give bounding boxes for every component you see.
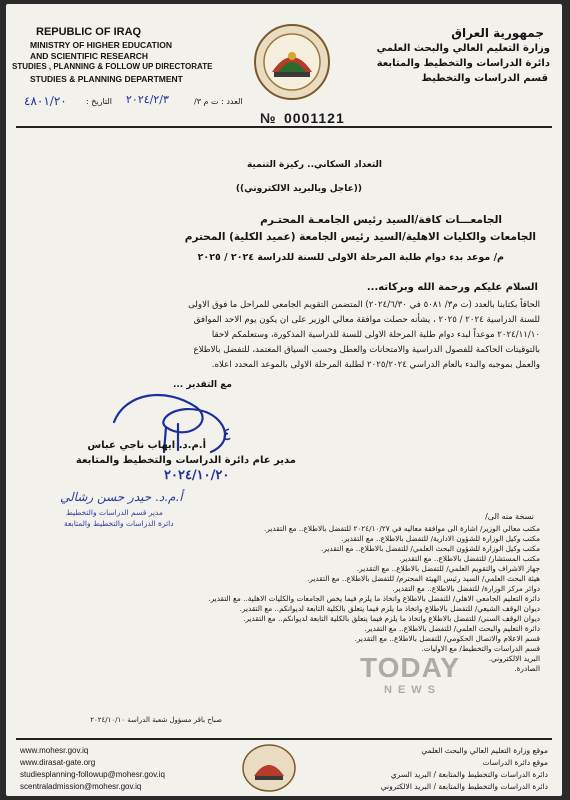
signatory-name: أ.م.د. ايهاب ناجي عباس <box>87 440 206 451</box>
copy-item: مكتب المستشار/ للتفضل بالاطلاع.. مع التقدير. <box>399 554 540 563</box>
copies-footer-note: صباح باقر مسؤول شعبة الدراسة ٢٠٢٤/١٠/١٠ <box>90 716 222 724</box>
body-para-line-2: للسنة الدراسية ٢٠٢٤ / ٢٠٢٥ ، يشأنه حصلت موافقة معالي الوزير على ان يكون يوم الاحد الموافق <box>193 315 540 325</box>
signature-date: ٢٠٢٤/١٠/٢٠ <box>164 468 230 483</box>
signatory-title: مدير عام دائرة الدراسات والتخطيط والمتابعة <box>75 455 296 466</box>
urgent-note: ((عاجل وبالبريد الالكتروني)) <box>235 184 362 194</box>
header-en-line4: STUDIES , PLANNING & FOLLOW UP DIRECTORATE <box>12 62 213 71</box>
serial-no-label: № <box>260 110 276 126</box>
footer-link: www.dirasat-gate.org <box>20 758 96 767</box>
ministry-logo <box>252 22 332 102</box>
header-ar-line1: جمهورية العراق <box>451 26 544 40</box>
copy-item: جهاز الاشراف والتقويم العلمي/ للتفضل بالاطلاع.. مع التقدير. <box>356 564 540 573</box>
watermark-line-2: NEWS <box>384 684 441 696</box>
body-para-line-4: بالتوقيتات الحاكمة للفصول الدراسية والامتحانات والعطل وحسب السياق المعتمد، للتفضل بالاطلاع <box>193 345 540 355</box>
serial-number: 0001121 <box>284 110 345 126</box>
copy-item: البريد الالكتروني. <box>488 654 540 663</box>
document-page <box>6 4 562 796</box>
footer-divider <box>16 738 552 740</box>
regards: مع التقدير ... <box>172 380 232 390</box>
header-en-line1: REPUBLIC OF IRAQ <box>36 26 142 38</box>
watermark-line-1: TODAY <box>360 652 460 683</box>
footer-label: دائرة الدراسات والتخطيط والمتابعة / البريد الالكتروني <box>380 782 548 791</box>
topic-tag: التعداد السكاني.. ركيزة التنمية <box>246 160 382 170</box>
footer-label: موقع دائرة الدراسات <box>482 758 548 767</box>
header-ar-line2: وزارة التعليم العالي والبحث العلمي <box>376 43 550 54</box>
copy-item: دائرة التعليم الجامعي الاهلي/ للتفضل بالاطلاع واتخاذ ما يلزم فيما يخص الجامعات والكليات الاهلية.. مع التقدير. <box>208 594 540 603</box>
recipient-line-2: الجامعات والكليات الاهلية/السيد رئيس الجامعة (عميد الكلية) المحترم <box>184 231 536 243</box>
copy-item: هيئة البحث العلمي/ السيد رئيس الهيئة المحترم/ للتفضل بالاطلاع.. مع التقدير. <box>307 574 540 583</box>
header-ar-line3: دائرة الدراسات والتخطيط والمتابعة <box>376 58 550 69</box>
body-para-line-3: ٢٠٢٤/١١/١٠ موعداً لبدء دوام طلبة المرحلة الاولى للسنة للدراسية المذكورة، وستعلمكم لاحقا <box>211 330 540 340</box>
copies-heading: نسخة منه الى/ <box>485 512 534 521</box>
header-en-line5: STUDIES & PLANNING DEPARTMENT <box>30 74 183 84</box>
stamp-name: أ.م.د. حيدر حسن رشالي <box>60 490 183 504</box>
subject-line: م/ موعد بدء دوام طلبة المرحلة الاولى للسنة للدراسة ٢٠٢٤ / ٢٠٢٥ <box>197 252 504 263</box>
ref-label: العدد : ت م ٣/ <box>194 97 243 106</box>
copy-item: مكتب وكيل الوزارة للشؤون الادارية/ للتفضل بالاطلاع.. مع التقدير. <box>341 534 540 543</box>
body-para-line-1: الحاقاً بكتابنا بالعدد (ت م٣/ ٥٠٨١ في ٢٠٢٤/٦/٣٠) المتضمن التقويم الجامعي للمراحل ما فوق الاولى <box>188 300 540 310</box>
copy-item: دوائر مركز الوزارة/ للتفضل بالاطلاع.. مع التقدير. <box>392 584 540 593</box>
copy-item: دائرة التعليم والبحث العلمي/ للتفضل بالاطلاع.. مع التقدير. <box>364 624 540 633</box>
copy-item: قسم الدراسات والتخطيط/ مع الاوليات. <box>421 644 540 653</box>
header-divider <box>16 126 552 128</box>
footer-label: موقع وزارة التعليم العالي والبحث العلمي <box>421 746 548 755</box>
copy-item: مكتب معالي الوزير/ اشارة الى موافقة معاليه في ٢٠٢٤/١٠/٢٧ للتفضل بالاطلاع.. مع التقدير. <box>264 524 540 533</box>
copy-item: ديوان الوقف الشيعي/ للتفضل بالاطلاع واتخاذ ما يلزم فيما يتعلق بالكلية التابعة لديوانكم.. مع التقدير. <box>239 604 540 613</box>
header-en-line3: AND SCIENTIFIC RESEARCH <box>30 51 149 61</box>
copy-item: الصادرة. <box>514 664 540 673</box>
body-para-line-5: والعمل بموجبه والبدء بالعام الدراسي ٢٠٢٥/٢٠٢٤ لطلبة المرحلة الاولى بالموعد المحدد اعلاه. <box>211 360 540 370</box>
copy-item: ديوان الوقف السني/ للتفضل بالاطلاع واتخاذ ما يلزم فيما يتعلق بالكلية التابعة لديوانكم.. مع التقدير. <box>243 614 540 623</box>
copy-item: مكتب وكيل الوزارة للشؤون البحث العلمي/ للتفضل بالاطلاع.. مع التقدير. <box>321 544 540 553</box>
stamp-line-1: مدير قسم الدراسات والتخطيط <box>66 508 163 517</box>
copy-item: قسم الاعلام والاتصال الحكومي/ للتفضل بالاطلاع.. مع التقدير. <box>354 634 540 643</box>
footer-seal <box>240 742 298 794</box>
header-en-line2: MINISTRY OF HIGHER EDUCATION <box>30 40 172 50</box>
footer-label: دائرة الدراسات والتخطيط والمتابعة / البريد السري <box>390 770 548 779</box>
recipient-line-1: الجامعـــات كافة/السيد رئيس الجامعـة المحتـرم <box>260 214 502 226</box>
handwritten-ref-no: ٤٨٠١/٢٠ <box>24 94 67 108</box>
handwritten-date: ٢٠٢٤/٢/٣ <box>126 93 169 106</box>
stamp-line-2: دائرة الدراسات والتخطيط والمتابعة <box>64 519 174 528</box>
signature-mark: ٤ <box>222 424 232 445</box>
greeting: السلام عليكم ورحمة الله وبركاته... <box>366 282 538 293</box>
date-label: التاريخ : <box>86 97 113 106</box>
header-ar-line4: قسم الدراسات والتخطيط <box>421 73 548 84</box>
footer-link: www.mohesr.gov.iq <box>20 746 89 755</box>
footer-link: studiesplanning-followup@mohesr.gov.iq <box>20 770 165 779</box>
footer-link: scentraladmission@mohesr.gov.iq <box>20 782 142 791</box>
